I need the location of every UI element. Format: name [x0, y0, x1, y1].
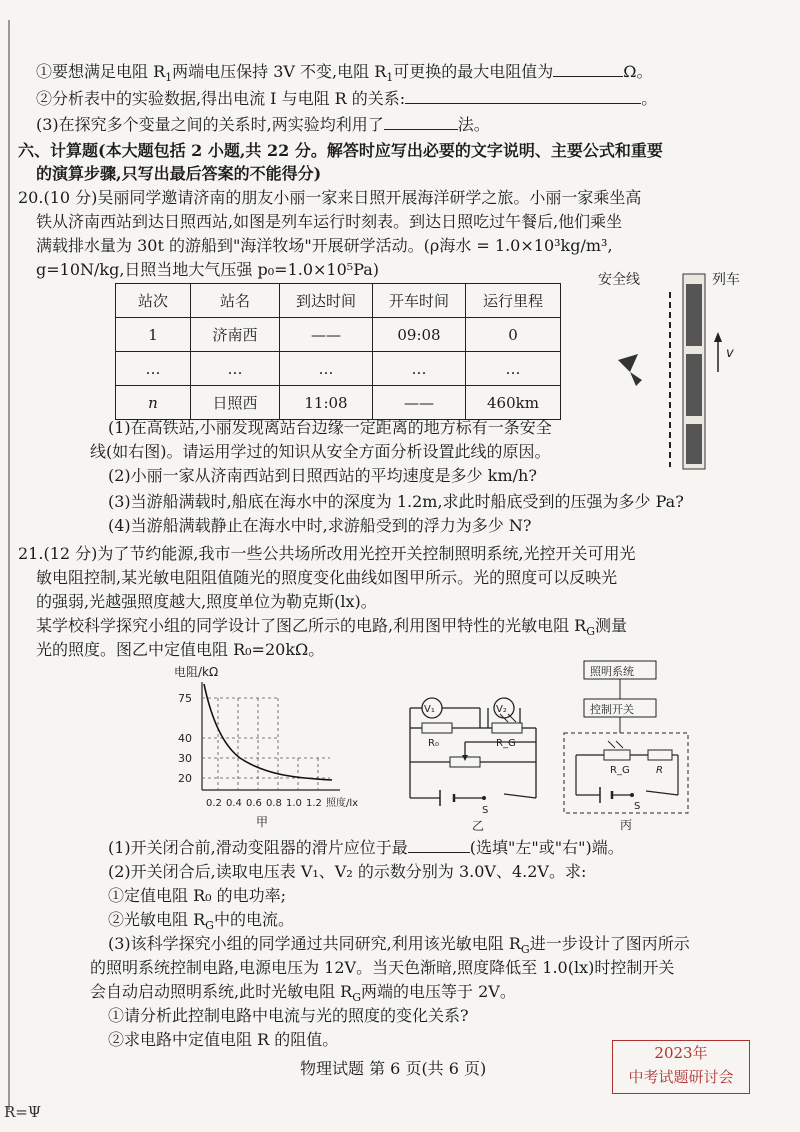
light-arrow-icon	[508, 714, 516, 722]
light-arrow-icon	[608, 741, 615, 748]
grid-lines	[202, 698, 330, 790]
table-header-cell: 站名	[191, 284, 280, 318]
table-cell: 11:08	[280, 386, 373, 420]
velocity-label: v	[726, 346, 734, 361]
x-tick-label: 0.2	[206, 798, 222, 809]
x-tick-label: 1.2	[306, 798, 322, 809]
section-6-heading: 六、计算题(本大题包括 2 小题,共 22 分。解答时应写出必要的文字说明、主要公式和重要	[18, 141, 663, 160]
q20-part-4: (4)当游船满载静止在海水中时,求游船受到的浮力为多少 N?	[108, 516, 532, 535]
table-header-cell: 开车时间	[373, 284, 466, 318]
q19-line-1: ①要想满足电阻 $R_1$两端电压保持 3V 不变,电阻 $R_1$可更换的最大电阻值为 Ω。	[36, 62, 653, 85]
figure-caption: 丙	[620, 818, 633, 832]
train-label: 列车	[712, 272, 740, 288]
resistor-r0-icon	[422, 723, 452, 733]
voltmeter-v1-label: V₁	[424, 704, 435, 715]
switch-label: S	[482, 805, 489, 816]
y-tick-label: 75	[178, 692, 192, 705]
person-icon	[618, 354, 642, 386]
y-tick-label: 20	[178, 772, 192, 785]
watermark-stamp	[612, 1040, 750, 1094]
table-cell: …	[116, 352, 191, 386]
q21-part-3a: (3)该科学探究小组的同学通过共同研究,利用该光敏电阻 $R_G$进一步设计了图丙所示	[108, 934, 690, 957]
circuit-wires	[410, 708, 536, 798]
q21-part-1: (1)开关闭合前,滑动变阻器的滑片应位于最 (选填"左"或"右")端。	[108, 838, 624, 857]
q21-part-3d: ①请分析此控制电路中电流与光的照度的变化关系?	[108, 1006, 469, 1025]
q21-part-3e: ②求电路中定值电阻 R 的阻值。	[108, 1030, 339, 1049]
train-car	[686, 424, 702, 464]
arrow-head-icon	[714, 332, 722, 342]
figure-caption: 甲	[256, 815, 269, 829]
rg-label: R_G	[496, 738, 516, 749]
q21-line-5: 光的照度。图乙中定值电阻 R₀=20kΩ。	[36, 640, 325, 659]
figure-caption: 乙	[472, 819, 485, 833]
section-6-heading-2: 的演算步骤,只写出最后答案的不能得分)	[36, 164, 322, 183]
answer-blank[interactable]	[553, 60, 623, 77]
q20-part-1b: 线(如右图)。请运用学过的知识从安全方面分析设置此线的原因。	[90, 442, 551, 461]
q21-part-2a: ①定值电阻 R₀ 的电功率;	[108, 886, 287, 905]
table-cell: n	[116, 386, 191, 420]
r-label: R	[656, 765, 663, 776]
q21-line-2: 敏电阻控制,某光敏电阻阻值随光的照度变化曲线如图甲所示。光的照度可以反映光	[36, 568, 618, 587]
table-cell: 0	[466, 318, 561, 352]
safety-line-label: 安全线	[598, 272, 640, 288]
table-header-cell: 运行里程	[466, 284, 561, 318]
table-row	[116, 386, 561, 420]
x-tick-label: 0.4	[226, 798, 242, 809]
voltmeter-v2-label: V₂	[496, 704, 507, 715]
q20-line-3: 满载排水量为 30t 的游船到"海洋牧场"开展研学活动。(ρ海水 = 1.0×10³kg/m³,	[36, 236, 613, 255]
switch-icon	[482, 796, 486, 800]
q20-line-4: g=10N/kg,日照当地大气压强 p₀=1.0×10⁵Pa)	[36, 260, 380, 279]
train-car	[686, 354, 702, 416]
x-axis-label: 照度/lx	[326, 798, 359, 809]
page-margin-line	[8, 20, 10, 1110]
switch-icon	[630, 793, 634, 797]
light-arrow-icon	[616, 741, 623, 748]
q20-part-1a: (1)在高铁站,小丽发现离站台边缘一定距离的地方标有一条安全	[108, 418, 552, 437]
fig-jia-resistance-curve	[160, 662, 372, 832]
q21-part-2b: ②光敏电阻 $R_G$中的电流。	[108, 910, 294, 933]
handwritten-mark: R=Ψ	[4, 1103, 42, 1121]
table-cell: 09:08	[373, 318, 466, 352]
table-cell: 1	[116, 318, 191, 352]
fig-bing-circuit	[560, 655, 700, 835]
safety-line-figure	[590, 262, 770, 472]
x-tick-label: 0.8	[266, 798, 282, 809]
y-axis-label: 电阻/kΩ	[174, 665, 219, 679]
train-car	[686, 284, 702, 346]
table-cell: ——	[280, 318, 373, 352]
table-cell: …	[466, 352, 561, 386]
table-header-cell: 到达时间	[280, 284, 373, 318]
stamp-line-2: 中考试题研讨会	[628, 1068, 734, 1086]
table-cell: 济南西	[191, 318, 280, 352]
table-cell: …	[373, 352, 466, 386]
train-timetable	[115, 283, 561, 420]
y-tick-label: 40	[178, 732, 192, 745]
table-cell: ——	[373, 386, 466, 420]
rg-label: R_G	[610, 765, 630, 776]
fig-yi-circuit	[400, 670, 550, 835]
table-header-cell: 站次	[116, 284, 191, 318]
q21-part-2: (2)开关闭合后,读取电压表 V₁、V₂ 的示数分别为 3.0V、4.2V。求:	[108, 862, 587, 881]
table-cell: 日照西	[191, 386, 280, 420]
q21-line-3: 的强弱,光越强照度越大,照度单位为勒克斯(lx)。	[36, 592, 377, 611]
control-switch-label: 控制开关	[590, 703, 634, 716]
y-tick-label: 30	[178, 752, 192, 765]
table-header-row	[116, 284, 561, 318]
photoresistor-icon	[604, 750, 630, 760]
lighting-system-label: 照明系统	[590, 665, 634, 678]
table-row	[116, 352, 561, 386]
q21-part-3c: 会自动启动照明系统,此时光敏电阻 $R_G$两端的电压等于 2V。	[90, 982, 516, 1005]
resistance-curve	[204, 684, 332, 780]
q20-line-2: 铁从济南西站到达日照西站,如图是列车运行时刻表。到达日照吃过午餐后,他们乘坐	[36, 212, 623, 231]
q20-part-2: (2)小丽一家从济南西站到日照西站的平均速度是多少 km/h?	[108, 466, 537, 485]
q21-line-4: 某学校科学探究小组的同学设计了图乙所示的电路,利用图甲特性的光敏电阻 $R_G$测量	[36, 616, 628, 639]
answer-blank[interactable]	[405, 87, 641, 104]
x-tick-label: 0.6	[246, 798, 262, 809]
page-footer: 物理试题 第 6 页(共 6 页)	[300, 1059, 487, 1078]
q21-part-3b: 的照明系统控制电路,电源电压为 12V。当天色渐暗,照度降低至 1.0(lx)时控制开关	[90, 958, 675, 977]
answer-blank[interactable]	[384, 113, 458, 130]
answer-blank[interactable]	[408, 836, 470, 853]
table-row	[116, 318, 561, 352]
q20-line-1: 20.(10 分)吴丽同学邀请济南的朋友小丽一家来日照开展海洋研学之旅。小丽一家乘坐高	[18, 188, 642, 207]
table-cell: …	[280, 352, 373, 386]
table-cell: 460km	[466, 386, 561, 420]
stamp-line-1: 2023年	[654, 1044, 708, 1062]
resistor-r-icon	[648, 750, 672, 760]
x-tick-label: 1.0	[286, 798, 302, 809]
r0-label: R₀	[428, 738, 439, 749]
q21-line-1: 21.(12 分)为了节约能源,我市一些公共场所改用光控开关控制照明系统,光控开关可用光	[18, 544, 636, 563]
photoresistor-icon	[492, 723, 522, 733]
q19-line-3: (3)在探究多个变量之间的关系时,两实验均利用了 法。	[36, 115, 490, 134]
switch-label: S	[634, 801, 641, 812]
table-cell: …	[191, 352, 280, 386]
q19-line-2: ②分析表中的实验数据,得出电流 I 与电阻 R 的关系: 。	[36, 89, 658, 108]
q20-part-3: (3)当游船满载时,船底在海水中的深度为 1.2m,求此时船底受到的压强为多少 Pa?	[108, 492, 684, 511]
